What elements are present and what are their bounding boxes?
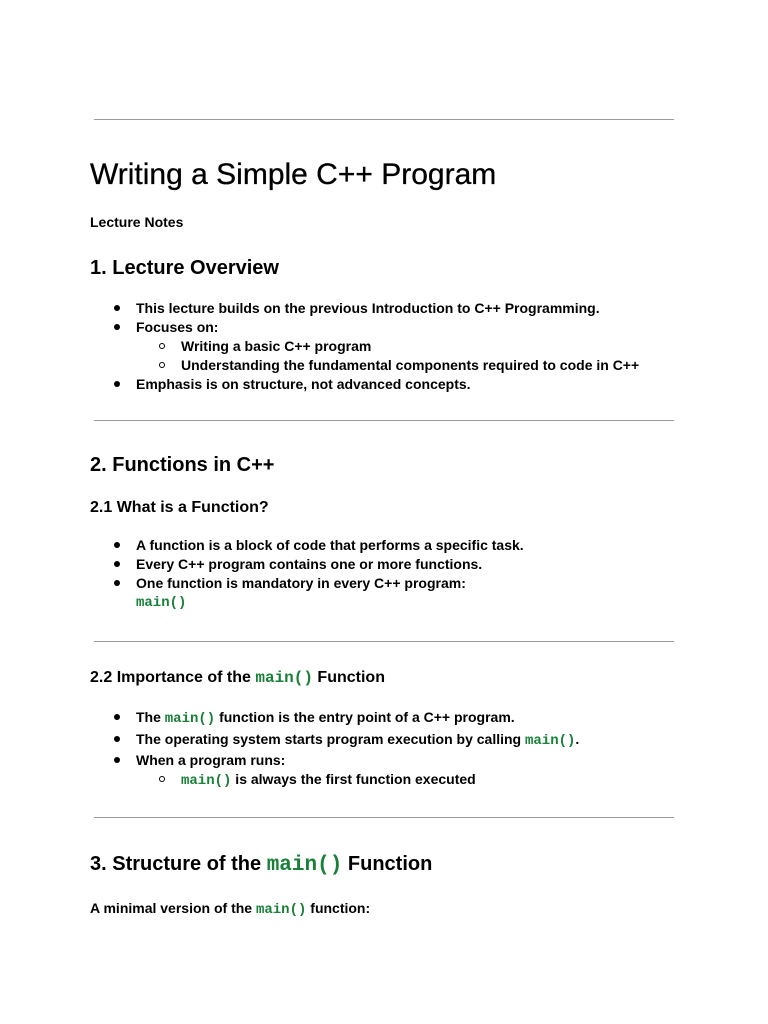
list-item: Focuses on: [136,319,219,335]
hollow-bullet-icon [159,362,165,368]
bullet-icon [114,580,120,586]
bullet-icon [114,381,120,387]
section-3-heading [90,851,432,879]
section-2-2-heading [90,667,385,689]
sub-list-item [181,770,476,790]
list-item-text: function is the entry point of a C++ program. [215,709,515,725]
list-item: A function is a block of code that performs a specific task. [136,537,524,553]
section-2-heading: 2. Functions in C++ [90,454,275,476]
heading-text: 2.2 Importance of the [90,669,256,686]
horizontal-rule [94,641,674,642]
section-3-paragraph [90,899,370,919]
code-main: main() [181,773,232,789]
paragraph-text: A minimal version of the [90,900,256,916]
list-item: One function is mandatory in every C++ program: [136,575,466,591]
code-main: main() [164,711,216,727]
code-main: main() [255,669,313,687]
bullet-icon [114,542,120,548]
section-2-1-heading: 2.1 What is a Function? [90,499,269,516]
horizontal-rule [94,420,674,421]
list-item-text: The operating system starts program execution by calling [136,731,525,747]
bullet-icon [114,324,120,330]
sub-list-item: Understanding the fundamental components required to code in C++ [181,357,640,373]
code-main: main() [255,902,307,918]
list-item: When a program runs: [136,752,286,768]
heading-text: Function [312,669,385,686]
sub-list-item: Writing a basic C++ program [181,338,372,354]
section-1-heading: 1. Lecture Overview [90,257,279,279]
bullet-icon [114,736,120,742]
bullet-icon [114,561,120,567]
list-item: This lecture builds on the previous Introduction to C++ Programming. [136,300,600,316]
hollow-bullet-icon [159,776,165,782]
bullet-icon [114,714,120,720]
bullet-icon [114,757,120,763]
code-main: main() [136,595,187,611]
heading-text: Function [342,853,433,875]
code-main: main() [525,733,576,749]
list-item [136,708,515,728]
list-item [136,730,579,750]
code-main: main() [266,854,343,877]
horizontal-rule [94,119,674,120]
horizontal-rule [94,817,674,818]
paragraph-text: function: [306,900,371,916]
list-item: Emphasis is on structure, not advanced concepts. [136,376,471,392]
hollow-bullet-icon [159,343,165,349]
list-item-text: The [136,709,165,725]
bullet-icon [114,305,120,311]
list-item-text: is always the first function executed [231,771,476,787]
document-subtitle: Lecture Notes [90,214,184,230]
list-item: Every C++ program contains one or more functions. [136,556,483,572]
document-title: Writing a Simple C++ Program [90,158,497,191]
heading-text: 3. Structure of the [90,853,267,875]
list-item-text: . [575,731,580,747]
